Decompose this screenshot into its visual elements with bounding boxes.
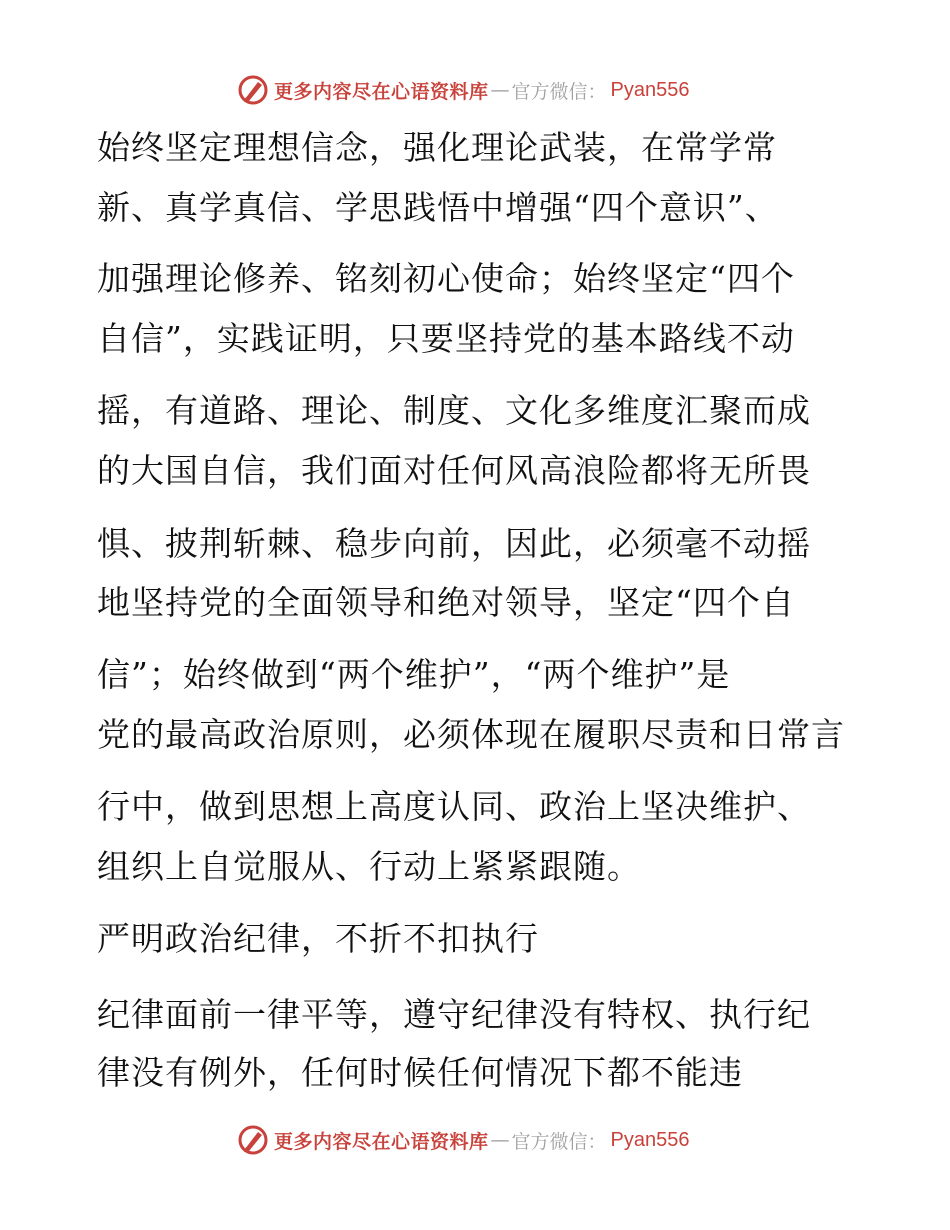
- body-text-line: 组织上自觉服从、行动上紧紧跟随。: [97, 847, 641, 886]
- body-text-line: 行中，做到思想上高度认同、政治上坚决维护、: [97, 787, 811, 826]
- pen-logo-icon: [236, 1123, 270, 1157]
- body-text-line: 纪律面前一律平等，遵守纪律没有特权、执行纪: [97, 995, 811, 1034]
- watermark-wechat-label: 官方微信：: [511, 80, 607, 103]
- pen-logo-icon: [236, 73, 270, 107]
- watermark-wechat-id: Pyan556: [610, 78, 690, 101]
- body-text-line: 党的最高政治原则，必须体现在履职尽责和日常言: [97, 715, 845, 754]
- watermark-separator: —: [490, 1129, 510, 1151]
- body-text-line: 律没有例外，任何时候任何情况下都不能违: [97, 1053, 743, 1092]
- body-text-line: 摇，有道路、理论、制度、文化多维度汇聚而成: [97, 391, 811, 430]
- watermark-wechat-label: 官方微信：: [511, 1130, 607, 1153]
- body-text-line: 的大国自信，我们面对任何风高浪险都将无所畏: [97, 451, 811, 490]
- body-text-line: 始终坚定理想信念，强化理论武装，在常学常: [97, 128, 777, 167]
- watermark-separator: —: [490, 79, 510, 101]
- section-heading: 严明政治纪律，不折不扣执行: [97, 919, 539, 958]
- body-text-line: 地坚持党的全面领导和绝对领导，坚定“四个自: [97, 583, 795, 622]
- body-text-line: 加强理论修养、铭刻初心使命；始终坚定“四个: [97, 259, 795, 298]
- watermark-text: 更多内容尽在心语资料库: [274, 80, 489, 103]
- footer-watermark: [236, 1122, 690, 1158]
- body-text-line: 惧、披荆斩棘、稳步向前，因此，必须毫不动摇: [97, 524, 811, 563]
- watermark-text: 更多内容尽在心语资料库: [274, 1130, 489, 1153]
- body-text-line: 信”；始终做到“两个维护”，“两个维护”是: [97, 655, 731, 694]
- header-watermark: [236, 72, 690, 108]
- body-text-line: 自信”，实践证明，只要坚持党的基本路线不动: [97, 319, 795, 358]
- body-text-line: 新、真学真信、学思践悟中增强“四个意识”、: [97, 188, 779, 227]
- watermark-wechat-id: Pyan556: [610, 1128, 690, 1151]
